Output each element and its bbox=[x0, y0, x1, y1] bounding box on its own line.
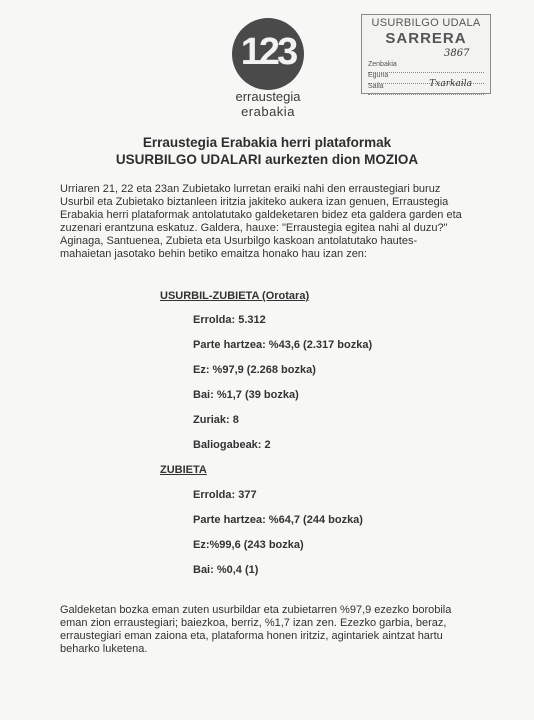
result-item: Baliogabeak: 2 bbox=[193, 439, 271, 451]
registry-stamp bbox=[361, 14, 491, 94]
erraustegia-erabakia-logo bbox=[226, 16, 310, 119]
stamp-row-label: Saila bbox=[368, 83, 384, 90]
text-line: Urriaren 21, 22 eta 23an Zubietako lurretan eraiki nahi den erraustegiari buruz bbox=[60, 183, 441, 195]
text-line: mahaietan jasotako behin betiko emaitza honako hau izan zen: bbox=[60, 248, 367, 260]
logo-text-line1: erraustegia bbox=[235, 89, 301, 104]
document-title-line1: Erraustegia Erabakia herri plataformak bbox=[142, 135, 392, 150]
stamp-row bbox=[368, 79, 484, 95]
result-item: Parte hartzea: %43,6 (2.317 bozka) bbox=[193, 339, 373, 351]
stamp-row-label: Zenbakia bbox=[368, 61, 397, 68]
stamp-row-label: Eguna bbox=[368, 72, 389, 79]
result-item: Bai: %1,7 (39 bozka) bbox=[193, 389, 299, 401]
result-item: Ez: %97,9 (2.268 bozka) bbox=[193, 364, 316, 376]
result-item: Errolda: 5.312 bbox=[193, 314, 266, 326]
stamp-title: SARRERA bbox=[385, 30, 467, 47]
result-item: Bai: %0,4 (1) bbox=[193, 564, 259, 576]
text-line: Aginaga, Santuenea, Zubieta eta Usurbilgo kaskoan antolatutako hautes- bbox=[60, 235, 418, 247]
stamp-row-value: Txarkaila bbox=[429, 79, 472, 89]
section-label-usurbil-zubieta: USURBIL-ZUBIETA (Orotara) bbox=[160, 290, 310, 302]
text-line: eman zion erraustegiari; baiezkoa, berriz, %1,7 izan zen. Ezezko garbia, beraz, bbox=[60, 617, 447, 629]
text-line: Usurbil eta Zubietako biztanleen iritzia jakiteko aukera izan genuen, Erraustegia bbox=[60, 196, 449, 208]
text-line: zuzenari erantzuna eskatuz. Galdera, hauxe: "Erraustegia egitea nahi al duzu?" bbox=[60, 222, 448, 234]
document-title-line2: USURBILGO UDALARI aurkezten dion MOZIOA bbox=[115, 152, 419, 167]
section-label-zubieta: ZUBIETA bbox=[160, 464, 207, 476]
logo-number: 123 bbox=[240, 31, 296, 73]
text-line: Galdeketan bozka eman zuten usurbildar eta zubietarren %97,9 ezezko borobila bbox=[60, 604, 452, 616]
text-line: Erabakia herri plataformak antolatutako galdeketaren bidez eta galdera garden eta bbox=[60, 209, 462, 221]
text-line: beharko luketena. bbox=[60, 643, 148, 655]
result-item: Errolda: 377 bbox=[193, 489, 257, 501]
closing-paragraph bbox=[60, 604, 490, 656]
result-item: Ez:%99,6 (243 bozka) bbox=[193, 539, 304, 551]
logo-text-line2: erabakia bbox=[241, 104, 295, 119]
result-item: Parte hartzea: %64,7 (244 bozka) bbox=[193, 514, 363, 526]
stamp-handwritten-number: 3867 bbox=[444, 48, 470, 59]
text-line: erraustegiari eman zaiona eta, plataforma honen iritziz, agintariek aintzat hartu bbox=[60, 630, 443, 642]
intro-paragraph bbox=[60, 183, 490, 261]
result-item: Zuriak: 8 bbox=[193, 414, 239, 426]
stamp-header: USURBILGO UDALA bbox=[371, 17, 481, 29]
